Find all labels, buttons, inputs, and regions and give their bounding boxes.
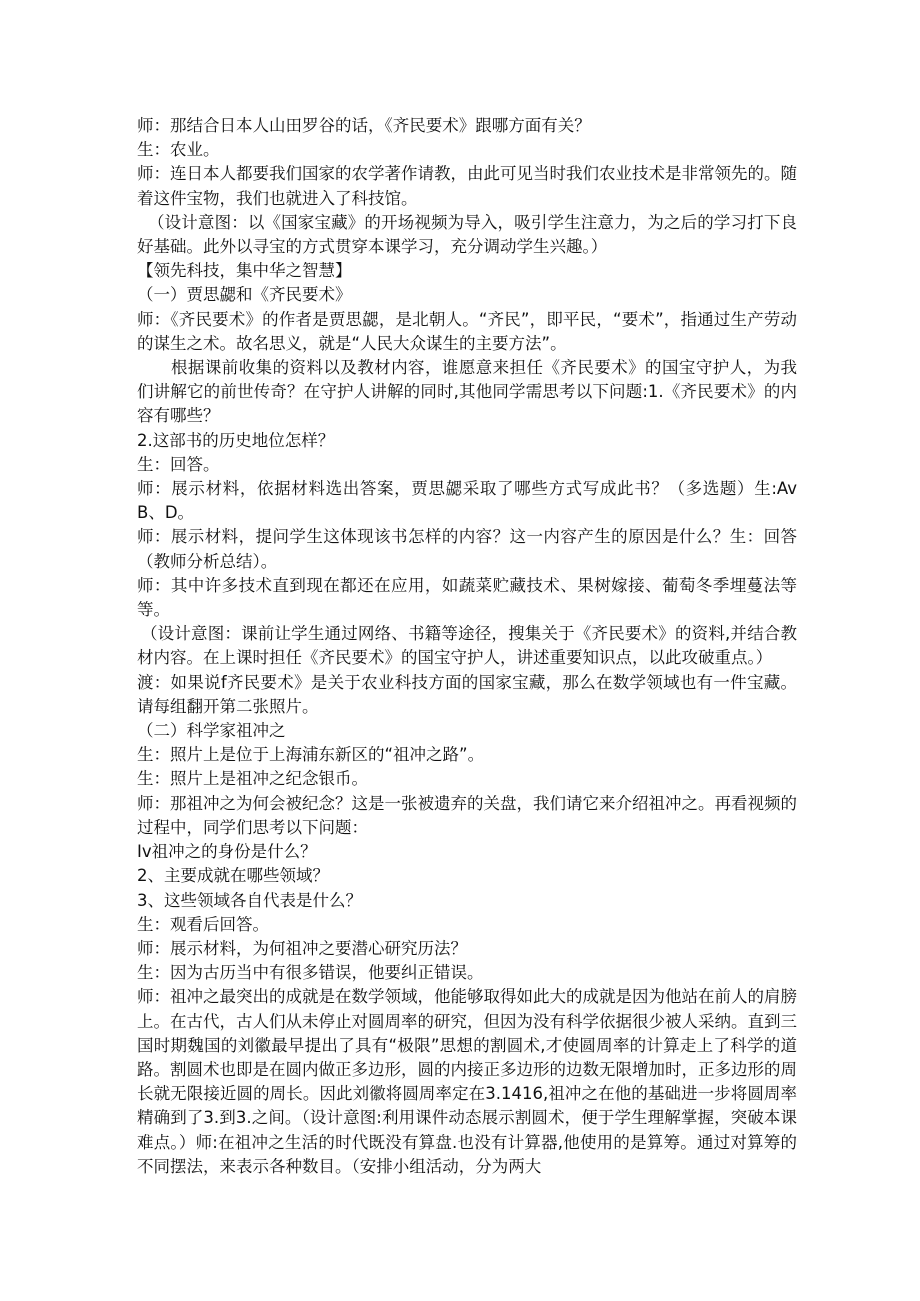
paragraph: 生：照片上是祖冲之纪念银币。	[137, 769, 368, 789]
paragraph: 师：展示材料，依据材料选出答案，贾思勰采取了哪些方式写成此书？（多选题）生:AvB、D。	[137, 479, 797, 523]
paragraph: 生：农业。	[137, 140, 220, 160]
question-item: Iv祖冲之的身份是什么？	[137, 842, 317, 862]
paragraph: 师：展示材料，为何祖冲之要潜心研究历法？	[137, 938, 467, 958]
question-item: 2.这部书的历史地位怎样？	[137, 430, 335, 450]
design-intent-note: （设计意图：课前让学生通过网络、书籍等途径，搜集关于《齐民要术》的资料,并结合教材内容。在上课时担任《齐民要术》的国宝守护人，讲述重要知识点，以此攻破重点。）	[137, 624, 797, 668]
paragraph: 师：那祖冲之为何会被纪念？这是一张被遗弃的关盘，我们请它来介绍祖冲之。再看视频的过程中，同学们思考以下问题：	[137, 793, 797, 837]
subsection-heading: （二）科学家祖冲之	[137, 721, 286, 741]
paragraph: 师：其中许多技术直到现在都还在应用，如蔬菜贮藏技术、果树嫁接、葡萄冬季埋蔓法等等。	[137, 575, 797, 620]
paragraph: 师：连日本人都要我们国家的农学著作请教，由此可见当时我们农业技术是非常领先的。随着这件宝物，我们也就进入了科技馆。	[137, 164, 797, 208]
subsection-heading: （一）贾思勰和《齐民要术》	[137, 285, 352, 305]
paragraph: 师：展示材料，提问学生这体现该书怎样的内容？这一内容产生的原因是什么？生：回答（教师分析总结）。	[137, 527, 797, 571]
paragraph: 生：照片上是位于上海浦东新区的“祖冲之路”。	[137, 745, 485, 765]
paragraph: 生：因为古历当中有很多错误，他要纠正错误。	[137, 963, 484, 983]
document-body	[137, 114, 797, 1179]
question-item: 2、主要成就在哪些领域？	[137, 866, 329, 886]
question-item: 3、这些领域各自代表是什么？	[137, 890, 362, 910]
paragraph: 师：祖冲之最突出的成就是在数学领域，他能够取得如此大的成就是因为他站在前人的肩膀上。在古代，古人们从未停止对圆周率的研究，但因为没有科学依据很少被人采纳。直到三国时期魏国的刘徽最早提出了具有“极限”思想的割圆术,才使圆周率的计算走上了科学的道路。割圆术也即是在圆内做正多边形，圆的内接正多边形的边数无限增加时，正多边形的周长就无限接近圆的周长。因此刘徽将圆周率定在3.1416,祖冲之在他的基础进一步将圆周率精确到了3.到3.之间。（设计意图:利用课件动态展示割圆术，便于学生理解掌握，突破本课难点。）师:在祖冲之生活的时代既没有算盘.也没有计算器,他使用的是算筹。通过对算筹的不同摆法，来表示各种数目。（安排小组活动，分为两大	[137, 987, 797, 1176]
paragraph: 生：观看后回答。	[137, 914, 269, 934]
paragraph: 师：那结合日本人山田罗谷的话，《齐民要术》跟哪方面有关？	[137, 116, 591, 135]
section-heading: 【领先科技，集中华之智慧】	[137, 261, 352, 281]
paragraph: 根据课前收集的资料以及教材内容，谁愿意来担任《齐民要术》的国宝守护人，为我们讲解它的前世传奇？在守护人讲解的同时,其他同学需思考以下问题:1.《齐民要术》的内容有哪些？	[137, 358, 797, 426]
design-intent-note: （设计意图：以《国家宝藏》的开场视频为导入，吸引学生注意力，为之后的学习打下良好基础。此外以寻宝的方式贯穿本课学习，充分调动学生兴趣。）	[137, 212, 797, 257]
paragraph: 师：《齐民要术》的作者是贾思勰，是北朝人。“齐民”，即平民，“要术”，指通过生产劳动的谋生之术。故名思义，就是“人民大众谋生的主要方法”。	[137, 309, 797, 353]
paragraph: 渡：如果说f齐民要术》是关于农业科技方面的国家宝藏，那么在数学领域也有一件宝藏。请每组翻开第二张照片。	[137, 672, 797, 716]
paragraph: 生：回答。	[137, 454, 220, 474]
